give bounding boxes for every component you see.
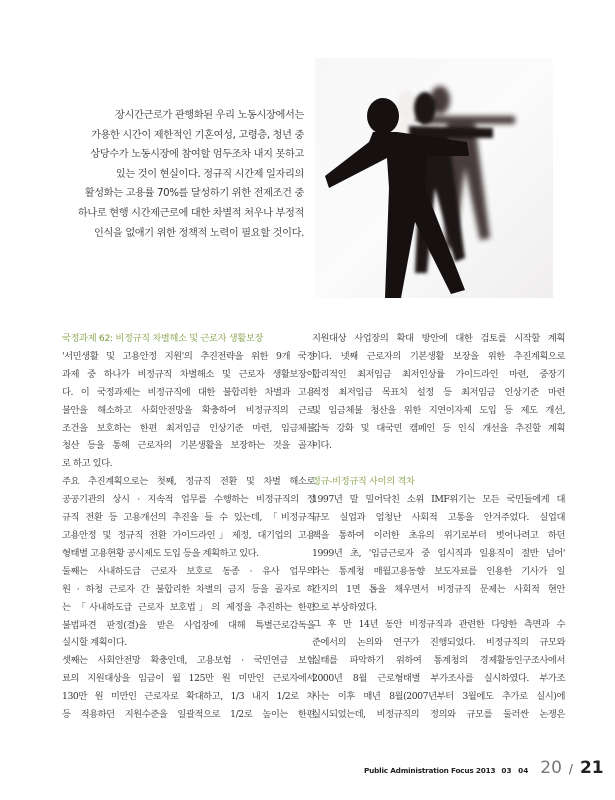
body-line: 둘째는 사내하도급 근로자 보호로 동종 · 유사 업무의 — [62, 565, 315, 577]
body-line: 규직 전환 등 고용개선의 추진을 들 수 있는데, 「비정규직 — [62, 512, 315, 524]
body-line: 실시할 계획이다. — [62, 637, 127, 649]
left-column — [62, 330, 315, 724]
body-line: 사는 이후 매년 8월(2007년부터 3월에도 추가로 실시)에 — [312, 691, 565, 703]
body-line: 청산 등을 통해 근로자의 기본생활을 보장하는 것을 골자 — [62, 440, 315, 452]
body-line: 료의 지원대상을 임금이 월 125만 원 미만인 근로자에서 — [62, 673, 315, 685]
pull-quote-line: 있는 것이 현실이다. 정규직 시간제 일자리의 — [115, 168, 304, 180]
body-line: 과제 중 하나가 비정규직 차별해소 및 근로자 생활보장이 — [62, 368, 315, 380]
body-line: 형태별 고용현황 공시제도 도입 등을 계획하고 있다. — [62, 547, 259, 559]
body-line: 으로 부상하였다. — [312, 601, 377, 613]
body-line: 준에서의 논의와 연구가 진행되었다. 비정규직의 규모와 — [312, 637, 565, 649]
body-line: 주요 추진계획으로는 첫째, 정규직 전환 및 차별 해소로 — [62, 476, 315, 488]
body-line: 간지의 1면 톱을 채우면서 비정규직 문제는 사회적 현안 — [312, 583, 565, 595]
pull-quote-line: 하나로 현행 시간제근로에 대한 차별적 처우나 부정적 — [77, 207, 304, 219]
body-line: 합리적인 최저임금 최저인상률 가이드라인 마련, 중장기 — [312, 368, 565, 380]
body-line: 감독 강화 및 대국민 캠페인 등 인식 개선을 추진할 계획 — [312, 422, 565, 434]
page-footer — [364, 758, 604, 782]
body-line: 이다. 넷째 근로자의 기본생활 보장을 위한 추진계획으로 — [312, 350, 565, 362]
page-number-right: 21 — [579, 758, 604, 778]
body-line: 공공기관의 상시 · 지속적 업무를 수행하는 비정규직의 정 — [62, 494, 315, 506]
page-number-left: 20 — [540, 758, 562, 778]
body-line: 1997년 말 밀어닥친 소위 IMF위기는 모든 국민들에게 대 — [312, 494, 565, 506]
body-line: 는 「사내하도급 근로자 보호법」의 제정을 추진하는 한편 — [62, 601, 315, 613]
section-heading: 국정과제 62: 비정규직 차별해소 및 근로자 생활보장 — [62, 333, 264, 344]
body-line: 원 · 하청 근로자 간 불합리한 차별의 금지 등을 골자로 하 — [62, 583, 315, 595]
section-heading: 정규-비정규직 사이의 격차 — [312, 476, 415, 488]
page-separator: / — [568, 762, 573, 776]
body-line: 라는 통계청 매월고용동향 보도자료를 인용한 기사가 일 — [312, 565, 565, 577]
publication-name: Public Administration Focus 2013 — [364, 766, 496, 775]
body-line: 1999년 초, '임금근로자 중 임시직과 일용직이 절반 넘어' — [312, 547, 565, 559]
body-line: 이다. — [312, 440, 332, 452]
paper-figures-photo — [315, 58, 553, 298]
body-line: 실시되었는데, 비정규직의 정의와 규모를 둘러싼 논쟁은 — [312, 709, 565, 721]
body-line: 지원대상 사업장의 확대 방안에 대한 검토를 시작할 계획 — [312, 333, 565, 344]
pull-quote-line: 인식을 없애기 위한 정책적 노력이 필요할 것이다. — [93, 227, 304, 239]
pull-quote-line: 활성화는 고용률 70%를 달성하기 위한 전제조건 중 — [84, 188, 304, 200]
walking-figures-icon — [315, 58, 553, 298]
body-line: 규모 실업과 엄청난 사회적 고통을 안겨주었다. 실업대 — [312, 512, 565, 524]
pull-quote — [62, 106, 304, 243]
body-line: 불법파견 판정(결)을 받은 사업장에 대해 특별근로감독을 — [62, 619, 315, 631]
issue-number: 03 04 — [501, 766, 529, 775]
body-line: 불안을 해소하고 사회안전망을 확충하여 비정규직의 근로 — [62, 404, 315, 416]
body-line: 130만 원 미만인 근로자로 확대하고, 1/3 내지 1/2로 차 — [62, 691, 315, 703]
body-line: 등 적용하던 지원수준을 일괄적으로 1/2로 높이는 한편 — [62, 709, 315, 721]
body-line: '서민생활 및 고용안정 지원'의 추진전략을 위한 9개 국정 — [62, 350, 315, 362]
body-line: 2000년 8월 근로형태별 부가조사를 실시하였다. 부가조 — [312, 673, 565, 685]
body-line: 그 후 만 14년 동안 비정규직과 관련한 다양한 측면과 수 — [312, 619, 565, 631]
body-line: 조건을 보호하는 한편 최저임금 인상기준 마련, 임금체불 — [62, 422, 315, 434]
pull-quote-line: 가용한 시간이 제한적인 기혼여성, 고령층, 청년 중 — [91, 129, 304, 141]
body-line: 및 임금체불 청산을 위한 지연이자제 도입 등 제도 개선, — [312, 404, 565, 416]
body-line: 셋째는 사회안전망 확충인데, 고용보험 · 국민연금 보험 — [62, 655, 315, 667]
body-line: 로 하고 있다. — [62, 458, 113, 470]
paragraph-gap — [312, 455, 565, 473]
body-line: 책을 통하여 이러한 초유의 위기로부터 벗어나려고 하던 — [312, 529, 565, 541]
body-line: 다. 이 국정과제는 비정규직에 대한 불합리한 차별과 고용 — [62, 386, 315, 398]
body-line: 실태를 파악하기 위하여 통계청의 경제활동인구조사에서 — [312, 655, 565, 667]
pull-quote-line: 장시간근로가 관행화된 우리 노동시장에서는 — [115, 110, 304, 121]
pull-quote-line: 상당수가 노동시장에 참여할 엄두조차 내지 못하고 — [90, 149, 304, 161]
body-line: 고용안정 및 정규직 전환 가이드라인」제정, 대기업의 고용 — [62, 529, 315, 541]
body-line: 적정 최저임금 목표치 설정 등 최저임금 인상기준 마련 — [312, 386, 565, 398]
right-column — [312, 330, 565, 724]
